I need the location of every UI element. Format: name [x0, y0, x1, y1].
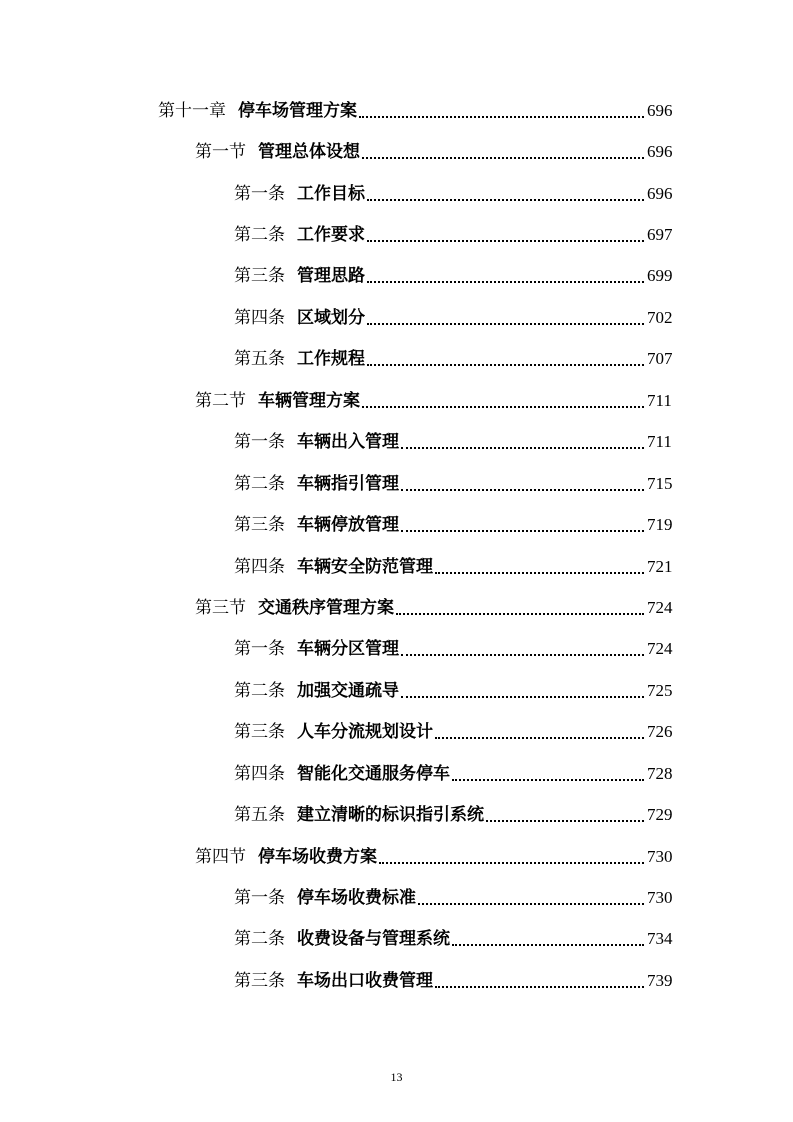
toc-entry-title: 车辆出入管理 — [297, 432, 399, 453]
toc-entry-title: 人车分流规划设计 — [297, 722, 433, 743]
toc-entry-number: 第二条 — [234, 680, 285, 701]
toc-entry-page: 724 — [647, 639, 673, 659]
dot-leader — [452, 944, 644, 946]
toc-entry-title: 收费设备与管理系统 — [297, 929, 450, 950]
dot-leader — [418, 903, 644, 905]
dot-leader — [367, 199, 644, 201]
toc-entry-number: 第二节 — [195, 390, 246, 411]
toc-entry-number: 第三条 — [234, 970, 285, 991]
toc-entry-page: 730 — [647, 888, 673, 908]
toc-entry-number: 第一条 — [234, 432, 285, 453]
toc-entry-title: 车辆停放管理 — [297, 515, 399, 536]
toc-entry-article[interactable] — [0, 504, 793, 545]
toc-entry-article[interactable] — [0, 297, 793, 338]
toc-entry-chapter-11[interactable] — [0, 90, 793, 131]
toc-entry-article[interactable] — [0, 546, 793, 587]
toc-entry-number: 第四条 — [234, 556, 285, 577]
toc-entry-title: 停车场收费方案 — [258, 846, 377, 867]
toc-entry-title: 交通秩序管理方案 — [258, 597, 394, 618]
dot-leader — [401, 654, 644, 656]
toc-entry-number: 第三条 — [234, 266, 285, 287]
toc-entry-article[interactable] — [0, 422, 793, 463]
toc-entry-article[interactable] — [0, 629, 793, 670]
toc-entry-title: 区域划分 — [297, 307, 365, 328]
toc-entry-title: 管理思路 — [297, 266, 365, 287]
toc-entry-page: 730 — [647, 846, 673, 866]
dot-leader — [452, 779, 644, 781]
dot-leader — [359, 116, 644, 118]
toc-entry-title: 智能化交通服务停车 — [297, 763, 450, 784]
toc-entry-article[interactable] — [0, 214, 793, 255]
toc-entry-page: 719 — [647, 515, 673, 535]
toc-entry-page: 739 — [647, 970, 673, 990]
toc-entry-page: 697 — [647, 225, 673, 245]
toc-entry-article[interactable] — [0, 794, 793, 835]
toc-entry-title: 工作规程 — [297, 349, 365, 370]
toc-entry-number: 第三条 — [234, 722, 285, 743]
dot-leader — [401, 530, 644, 532]
toc-entry-title: 管理总体设想 — [258, 142, 360, 163]
dot-leader — [396, 613, 644, 615]
toc-entry-page: 696 — [647, 183, 673, 203]
toc-entry-section-1[interactable] — [0, 131, 793, 172]
dot-leader — [367, 240, 644, 242]
dot-leader — [401, 696, 644, 698]
table-of-contents — [0, 90, 793, 1002]
toc-entry-title: 工作目标 — [297, 183, 365, 204]
toc-entry-page: 724 — [647, 597, 673, 617]
toc-entry-page: 726 — [647, 722, 673, 742]
toc-entry-article[interactable] — [0, 712, 793, 753]
toc-entry-article[interactable] — [0, 463, 793, 504]
dot-leader — [367, 281, 644, 283]
dot-leader — [367, 364, 644, 366]
toc-entry-number: 第四节 — [195, 846, 246, 867]
toc-entry-article[interactable] — [0, 919, 793, 960]
toc-entry-number: 第二条 — [234, 225, 285, 246]
toc-entry-page: 734 — [647, 929, 673, 949]
toc-entry-number: 第二条 — [234, 473, 285, 494]
toc-entry-number: 第一条 — [234, 639, 285, 660]
toc-entry-article[interactable] — [0, 753, 793, 794]
toc-entry-page: 699 — [647, 266, 673, 286]
dot-leader — [367, 323, 644, 325]
page-number-footer: 13 — [390, 1070, 403, 1084]
toc-entry-number: 第五条 — [234, 805, 285, 826]
toc-entry-page: 725 — [647, 680, 673, 700]
toc-entry-title: 车辆指引管理 — [297, 473, 399, 494]
toc-entry-section-3[interactable] — [0, 587, 793, 628]
toc-entry-page: 729 — [647, 805, 673, 825]
toc-entry-number: 第一条 — [234, 183, 285, 204]
toc-entry-number: 第二条 — [234, 929, 285, 950]
toc-entry-article[interactable] — [0, 256, 793, 297]
toc-entry-page: 702 — [647, 307, 673, 327]
toc-entry-number: 第三条 — [234, 515, 285, 536]
toc-entry-page: 696 — [647, 100, 673, 120]
toc-entry-article[interactable] — [0, 670, 793, 711]
toc-entry-number: 第四条 — [234, 307, 285, 328]
dot-leader — [486, 820, 644, 822]
toc-entry-number: 第一条 — [234, 888, 285, 909]
toc-entry-article[interactable] — [0, 173, 793, 214]
toc-entry-title: 停车场收费标准 — [297, 888, 416, 909]
toc-entry-section-2[interactable] — [0, 380, 793, 421]
toc-entry-title: 建立清晰的标识指引系统 — [297, 805, 484, 826]
toc-entry-number: 第一节 — [195, 142, 246, 163]
toc-entry-page: 721 — [647, 556, 673, 576]
dot-leader — [435, 572, 644, 574]
toc-entry-number: 第五条 — [234, 349, 285, 370]
dot-leader — [401, 447, 644, 449]
toc-entry-page: 711 — [647, 390, 672, 410]
toc-entry-article[interactable] — [0, 877, 793, 918]
dot-leader — [435, 737, 644, 739]
dot-leader — [362, 406, 644, 408]
toc-entry-article[interactable] — [0, 339, 793, 380]
toc-entry-page: 728 — [647, 763, 673, 783]
toc-entry-section-4[interactable] — [0, 836, 793, 877]
dot-leader — [362, 157, 644, 159]
toc-entry-page: 715 — [647, 473, 673, 493]
dot-leader — [435, 986, 644, 988]
toc-entry-page: 711 — [647, 432, 672, 452]
toc-entry-title: 停车场管理方案 — [238, 100, 357, 121]
toc-entry-page: 696 — [647, 142, 673, 162]
toc-entry-title: 车场出口收费管理 — [297, 970, 433, 991]
toc-entry-number: 第四条 — [234, 763, 285, 784]
toc-entry-title: 车辆分区管理 — [297, 639, 399, 660]
toc-entry-title: 加强交通疏导 — [297, 680, 399, 701]
dot-leader — [379, 862, 644, 864]
toc-entry-page: 707 — [647, 349, 673, 369]
toc-entry-article[interactable] — [0, 960, 793, 1001]
toc-entry-title: 车辆管理方案 — [258, 390, 360, 411]
toc-entry-title: 车辆安全防范管理 — [297, 556, 433, 577]
toc-entry-number: 第十一章 — [158, 100, 226, 121]
toc-entry-number: 第三节 — [195, 597, 246, 618]
dot-leader — [401, 489, 644, 491]
toc-entry-title: 工作要求 — [297, 225, 365, 246]
